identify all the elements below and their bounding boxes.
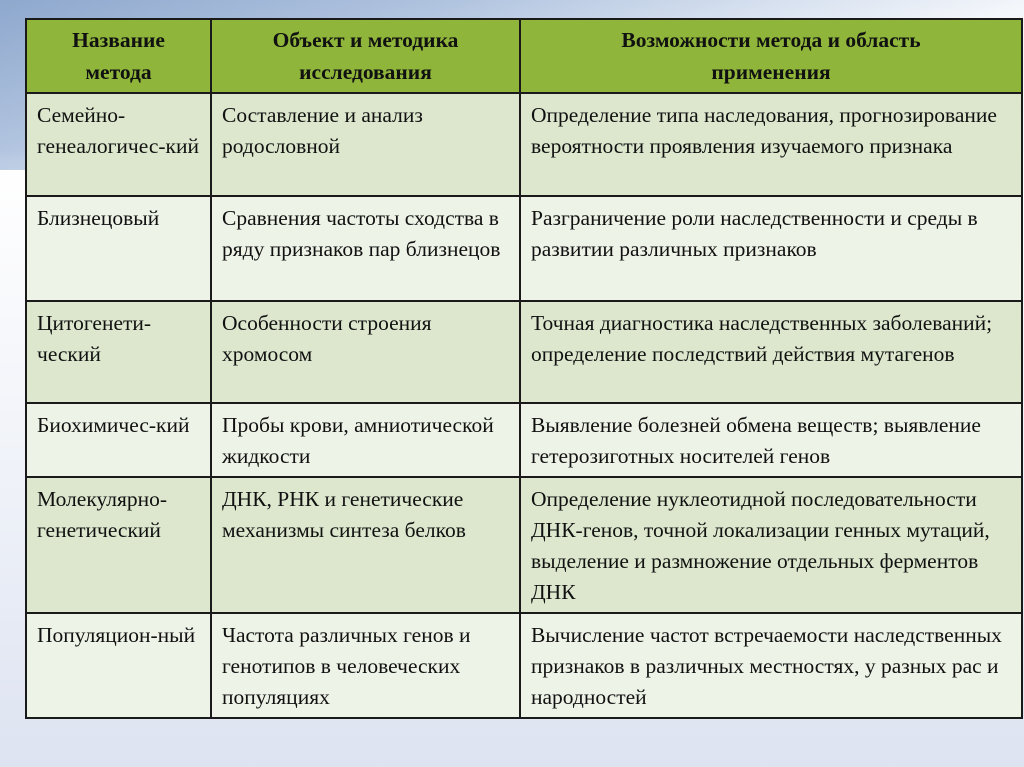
header-application: Возможности метода и область применения	[520, 19, 1022, 93]
object-cell: Частота различных генов и генотипов в человеческих популяциях	[211, 613, 520, 718]
method-cell: Молекулярно-генетический	[26, 477, 211, 613]
object-cell: Пробы крови, амниотической жидкости	[211, 403, 520, 477]
object-cell: ДНК, РНК и генетические механизмы синтеза белков	[211, 477, 520, 613]
application-cell: Выявление болезней обмена веществ; выявление гетерозиготных носителей генов	[520, 403, 1022, 477]
object-cell: Составление и анализ родословной	[211, 93, 520, 196]
method-cell: Цитогенети-ческий	[26, 301, 211, 403]
table-row	[26, 403, 1022, 477]
header-row	[26, 19, 1022, 93]
table-row	[26, 196, 1022, 301]
method-cell: Биохимичес-кий	[26, 403, 211, 477]
object-cell: Сравнения частоты сходства в ряду признаков пар близнецов	[211, 196, 520, 301]
method-cell: Семейно-генеалогичес-кий	[26, 93, 211, 196]
header-method-name: Название метода	[26, 19, 211, 93]
method-cell: Близнецовый	[26, 196, 211, 301]
table-row	[26, 93, 1022, 196]
application-cell: Точная диагностика наследственных заболеваний; определение последствий действия мутагенов	[520, 301, 1022, 403]
table-row	[26, 613, 1022, 718]
table-row	[26, 301, 1022, 403]
table-row	[26, 477, 1022, 613]
header-object: Объект и методика исследования	[211, 19, 520, 93]
genetics-methods-table	[25, 18, 1023, 719]
method-cell: Популяцион-ный	[26, 613, 211, 718]
application-cell: Определение типа наследования, прогнозирование вероятности проявления изучаемого признака	[520, 93, 1022, 196]
object-cell: Особенности строения хромосом	[211, 301, 520, 403]
application-cell: Определение нуклеотидной последовательности ДНК-генов, точной локализации генных мутаций, выделение и размножение отдельных ферментов ДНК	[520, 477, 1022, 613]
application-cell: Вычисление частот встречаемости наследственных признаков в различных местностях, у разных рас и народностей	[520, 613, 1022, 718]
application-cell: Разграничение роли наследственности и среды в развитии различных признаков	[520, 196, 1022, 301]
